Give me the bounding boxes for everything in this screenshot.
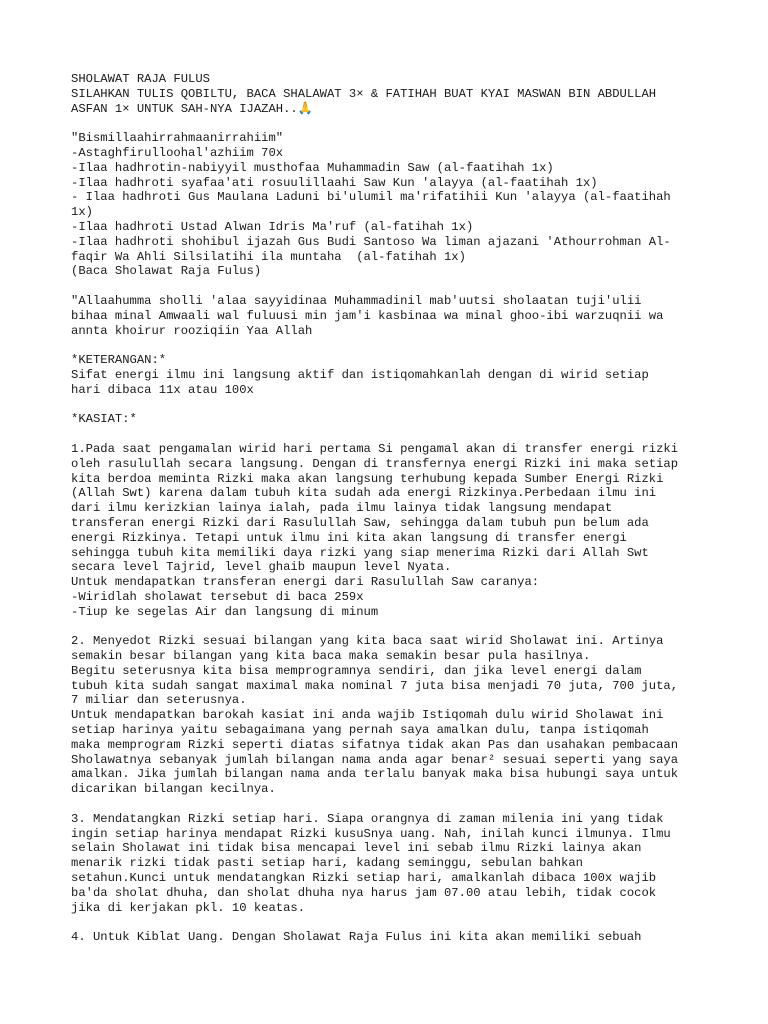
paragraph-gap	[71, 338, 711, 353]
paragraph	[71, 812, 711, 916]
text-line: Untuk mendapatkan barokah kasiat ini anda wajib Istiqomah dulu wirid Sholawat ini	[71, 708, 664, 723]
text-line: selain Sholawat ini tidak bisa mencapai level ini sebab ilmu Rizki lainya akan	[71, 841, 642, 856]
text-line: tubuh kita sudah sangat maximal maka nominal 7 juta bisa menjadi 70 juta, 700 juta,	[71, 678, 679, 693]
text-line: 2. Menyedot Rizki sesuai bilangan yang kita baca saat wirid Sholawat ini. Artinya	[71, 634, 664, 649]
document-page	[71, 72, 711, 945]
paragraph	[71, 72, 711, 116]
text-line: SHOLAWAT RAJA FULUS	[71, 72, 210, 86]
text-line: semakin besar bilangan yang kita baca maka semakin besar pula hasilnya.	[71, 649, 591, 664]
paragraph	[71, 634, 711, 797]
text-line: dicarikan bilangan kecilnya.	[71, 782, 276, 797]
text-line: setiap harinya yaitu sebagaimana yang pernah saya amalkan dulu, tanpa istiqomah	[71, 723, 649, 738]
text-line: "Allaahumma sholli 'alaa sayyidinaa Muhammadinil mab'uutsi sholaatan tuji'ulii	[71, 293, 642, 308]
text-line: kita berdoa meminta Rizki maka akan langsung terhubung kepada Sumber Energi Rizki	[71, 471, 664, 486]
text-line: -Tiup ke segelas Air dan langsung di minum	[71, 604, 379, 619]
paragraph	[71, 930, 711, 945]
text-line: (Baca Sholawat Raja Fulus)	[71, 264, 262, 279]
text-line: dari ilmu kerizkian lainya ialah, pada ilmu lainya tidak langsung mendapat	[71, 501, 613, 516]
text-line: -Ilaa hadhroti shohibul ijazah Gus Budi Santoso Wa liman ajazani 'Athourrohman Al-	[71, 234, 671, 249]
paragraph-gap	[71, 619, 711, 634]
text-line: Begitu seterusnya kita bisa memprogramnya sendiri, dan jika level energi dalam	[71, 663, 642, 678]
text-line: (Allah Swt) karena dalam tubuh kita sudah ada energi Rizkinya.Perbedaan ilmu ini	[71, 486, 657, 501]
text-line: ba'da sholat dhuha, dan sholat dhuha nya harus jam 07.00 atau lebih, tidak cocok	[71, 885, 657, 900]
text-line: -Ilaa hadhroti Ustad Alwan Idris Ma'ruf (al-fatihah 1x)	[71, 219, 474, 234]
text-line: ASFAN 1× UNTUK SAH-NYA IJAZAH..🙏	[71, 101, 313, 116]
text-line: 7 miliar dan seterusnya.	[71, 693, 247, 708]
text-line: amalkan. Jika jumlah bilangan nama anda terlalu banyak maka bisa hubungi saya untuk	[71, 767, 679, 782]
text-line: Untuk mendapatkan transferan energi dari Rasulullah Saw caranya:	[71, 575, 540, 590]
text-line: bihaa minal Amwaali wal fuluusi min jam'i kasbinaa wa minal ghoo-ibi warzuqnii wa	[71, 308, 664, 323]
text-line: faqir Wa Ahli Silsilatihi ila muntaha (al-fatihah 1x)	[71, 249, 466, 264]
text-line: secara level Tajrid, level ghaib maupun level Nyata.	[71, 560, 452, 575]
text-line: 1.Pada saat pengamalan wirid hari pertama Si pengamal akan di transfer energi rizki	[71, 441, 679, 456]
text-line: hari dibaca 11x atau 100x	[71, 382, 254, 397]
paragraph	[71, 353, 711, 397]
text-line: -Ilaa hadhroti syafaa'ati rosuulillaahi Saw Kun 'alayya (al-faatihah 1x)	[71, 175, 598, 190]
text-line: ingin setiap harinya mendapat Rizki kusuSnya uang. Nah, inilah kunci ilmunya. Ilmu	[71, 826, 671, 841]
text-line: energi Rizkinya. Tetapi untuk ilmu ini kita akan langsung di transfer energi	[71, 530, 627, 545]
text-line: *KASIAT:*	[71, 412, 137, 427]
paragraph-gap	[71, 116, 711, 131]
text-line: -Astaghfirulloohal'azhiim 70x	[71, 145, 284, 160]
paragraph-gap	[71, 427, 711, 442]
text-line: SILAHKAN TULIS QOBILTU, BACA SHALAWAT 3× & FATIHAH BUAT KYAI MASWAN BIN ABDULLAH	[71, 86, 657, 101]
text-line: maka memprogram Rizki seperti diatas sifatnya tidak akan Pas dan usahakan pembacaan	[71, 737, 679, 752]
text-line: 4. Untuk Kiblat Uang. Dengan Sholawat Raja Fulus ini kita akan memiliki sebuah	[71, 930, 642, 945]
text-line: transferan energi Rizki dari Rasulullah Saw, sehingga dalam tubuh pun belum ada	[71, 515, 649, 530]
text-line: 3. Mendatangkan Rizki setiap hari. Siapa orangnya di zaman milenia ini yang tidak	[71, 811, 664, 826]
text-line: 1x)	[71, 205, 93, 220]
text-line: Sholawatnya sebanyak jumlah bilangan nama anda agar benar² sesuai seperti yang saya	[71, 752, 679, 767]
paragraph-gap	[71, 915, 711, 930]
text-line: "Bismillaahirrahmaanirrahiim"	[71, 131, 284, 146]
paragraph	[71, 131, 711, 279]
paragraph-gap	[71, 398, 711, 413]
text-line: sehingga tubuh kita memiliki daya rizki yang siap menerima Rizki dari Allah Swt	[71, 545, 649, 560]
text-line: annta khoirur rooziqiin Yaa Allah	[71, 323, 313, 338]
paragraph-gap	[71, 279, 711, 294]
paragraph	[71, 412, 711, 427]
paragraph	[71, 294, 711, 338]
text-line: -Wiridlah sholawat tersebut di baca 259x	[71, 589, 364, 604]
text-line: *KETERANGAN:*	[71, 353, 167, 368]
paragraph-gap	[71, 797, 711, 812]
text-line: Sifat energi ilmu ini langsung aktif dan istiqomahkanlah dengan di wirid setiap	[71, 367, 649, 382]
text-line: jika di kerjakan pkl. 10 keatas.	[71, 900, 306, 915]
text-line: oleh rasulullah secara langsung. Dengan di transfernya energi Rizki ini maka setiap	[71, 456, 679, 471]
paragraph	[71, 442, 711, 620]
text-line: menarik rizki tidak pasti setiap hari, kadang seminggu, sebulan bahkan	[71, 856, 583, 871]
text-line: - Ilaa hadhroti Gus Maulana Laduni bi'ulumil ma'rifatihii Kun 'alayya (al-faatihah	[71, 190, 671, 205]
text-line: setahun.Kunci untuk mendatangkan Rizki setiap hari, amalkanlah dibaca 100x wajib	[71, 871, 657, 886]
text-line: -Ilaa hadhrotin-nabiyyil musthofaa Muhammadin Saw (al-faatihah 1x)	[71, 160, 554, 175]
